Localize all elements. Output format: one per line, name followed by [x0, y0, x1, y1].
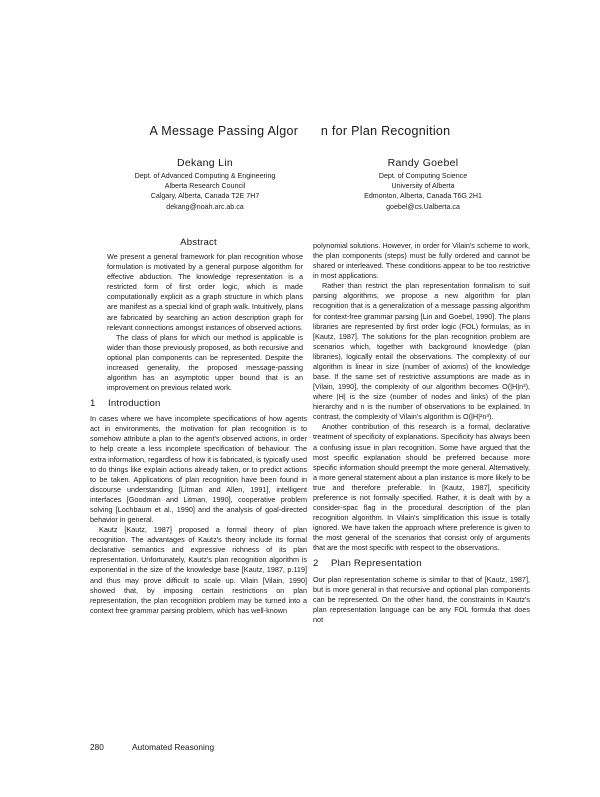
author-email: dekang@noah.arc.ab.ca	[166, 202, 244, 211]
page-number: 280	[90, 742, 104, 752]
author-affiliation-org: University of Alberta	[391, 182, 455, 191]
left-column	[90, 238, 307, 616]
abstract	[90, 238, 307, 393]
abstract-paragraph: The class of plans for which our method is applicable is wider than those previously proposed, as both recursive and optional plan components can be represented. Despite the increased generality, the proposed message-passing algorithm has an asymptotic upper bound that is an improvement on previous related work.	[107, 332, 303, 393]
author-name: Dekang Lin	[176, 157, 234, 169]
running-title: Automated Reasoning	[132, 742, 215, 752]
author-block-lin	[100, 156, 310, 212]
section-title: Introduction	[108, 398, 161, 410]
body-paragraph: Another contribution of this research is a formal, declarative treatment of specificity of explanations. Specificity has always been a confusing issue in plan recognition. Some have argued that the most specific explanation should be preferred because more specific information should preempt the more general. Alternatively, a more general statement about a plan instance is more likely to be true and therefore preferable. In [Kautz, 1987], specificity preference is not formally specified. Rather, it is dealt with by a consider-spac flag in the procedural description of the plan recognition algorithm. In Vilain's simplification this issue is totally ignored. We have taken the approach where preference is given to the most general of the scenarios that consist only of arguments that are the most specific with respect to the observations.	[313, 422, 530, 553]
author-email: goebel@cs.Ualberta.ca	[386, 202, 460, 211]
section-title: Plan Representation	[331, 558, 422, 570]
body-paragraph: polynomial solutions. However, in order for Vilain's scheme to work, the plan components (steps) must be fully ordered and cannot be shared or interleaved. These conditions appear to be too restrictive in most applications.	[313, 241, 530, 281]
author-affiliation-org: Alberta Research Council	[164, 182, 246, 191]
section-heading-plan-representation	[313, 559, 530, 569]
author-affiliation-dept: Dept. of Advanced Computing & Engineering	[134, 172, 276, 180]
body-paragraph: In cases where we have incomplete specifications of how agents act in environments, the motivation for plan recognition is to somehow attribute a plan to the agent's observed actions, in order to help create a less incomplete specification of behaviour. The extra information, regardless of how it is fabricated, is typically used to do things like explain actions already taken, or to predict actions to be taken. Applications of plan recognition have been found in discourse understanding [Litman and Allen, 1991], intelligent interfaces [Goodman and Litman, 1990], cooperative problem solving [Lochbaum et al., 1990] and the analysis of goal-directed behavior in general.	[90, 414, 307, 525]
section-heading-introduction	[90, 399, 307, 409]
body-paragraph: Kautz [Kautz, 1987] proposed a formal theory of plan recognition. The advantages of Kautz's theory include its formal declarative semantics and expressive richness of its plan representation. Unfortunately, Kautz's plan recognition algorithm is exponential in the size of the knowledge base [Kautz, 1987, p.119] and thus may prove difficult to scale up. Vilain [Vilain, 1990] showed that, by imposing certain restrictions on plan representation, the plan recognition problem may be turned into a context free grammar parsing problem, which has well-known	[90, 525, 307, 615]
page-footer	[90, 742, 214, 752]
author-address: Calgary, Alberta, Canada T2E 7H7	[150, 192, 260, 201]
section-number: 1	[90, 398, 96, 410]
author-affiliation-dept: Dept. of Computing Science	[378, 172, 468, 180]
body-paragraph: Rather than restrict the plan representation formalism to suit parsing algorithms, we propose a new algorithm for plan recognition that is a generalization of a message passing algorithm for context-free grammar parsing [Lin and Goebel, 1990]. The plans libraries are represented by first order logic (FOL) formulas, as in [Kautz, 1987]. The solutions for the plan recognition problem are scenarios which, together with background knowledge (plan libraries), logically entail the observations. The complexity of our algorithm is linear in size (number of axioms) of the knowledge base. If the same set of restrictive assumptions are made as in [Vilain, 1990], the complexity of our algorithm becomes O(|H|n³), where |H| is the size (number of nodes and links) of the plan hierarchy and n is the number of observations to be explained. In contrast, the complexity of Vilain's algorithm is O(|H|²n³).	[313, 281, 530, 422]
abstract-paragraph: We present a general framework for plan recognition whose formulation is motivated by a general purpose algorithm for effective abduction. The knowledge representation is a restricted form of first order logic, which is made computationally explicit as a graph structure in which plans are manifest as a special kind of graph walk. Intuitively, plans are fabricated by searching an action description graph for relevant connections amongst instances of observed actions.	[107, 252, 303, 332]
section-number: 2	[313, 558, 319, 570]
paper-title: A Message Passing Algor n for Plan Recognition	[149, 124, 451, 138]
author-block-goebel	[318, 156, 528, 212]
author-address: Edmonton, Alberta, Canada T6G 2H1	[364, 192, 482, 201]
right-column	[313, 241, 530, 625]
abstract-heading: Abstract	[180, 237, 217, 248]
author-name: Randy Goebel	[387, 157, 459, 169]
body-paragraph: Our plan representation scheme is similar to that of [Kautz, 1987], but is more general in that recursive and optional plan components can be represented. On the other hand, the constraints in Kautz's plan representation language can be any FOL formula that does not	[313, 574, 530, 624]
